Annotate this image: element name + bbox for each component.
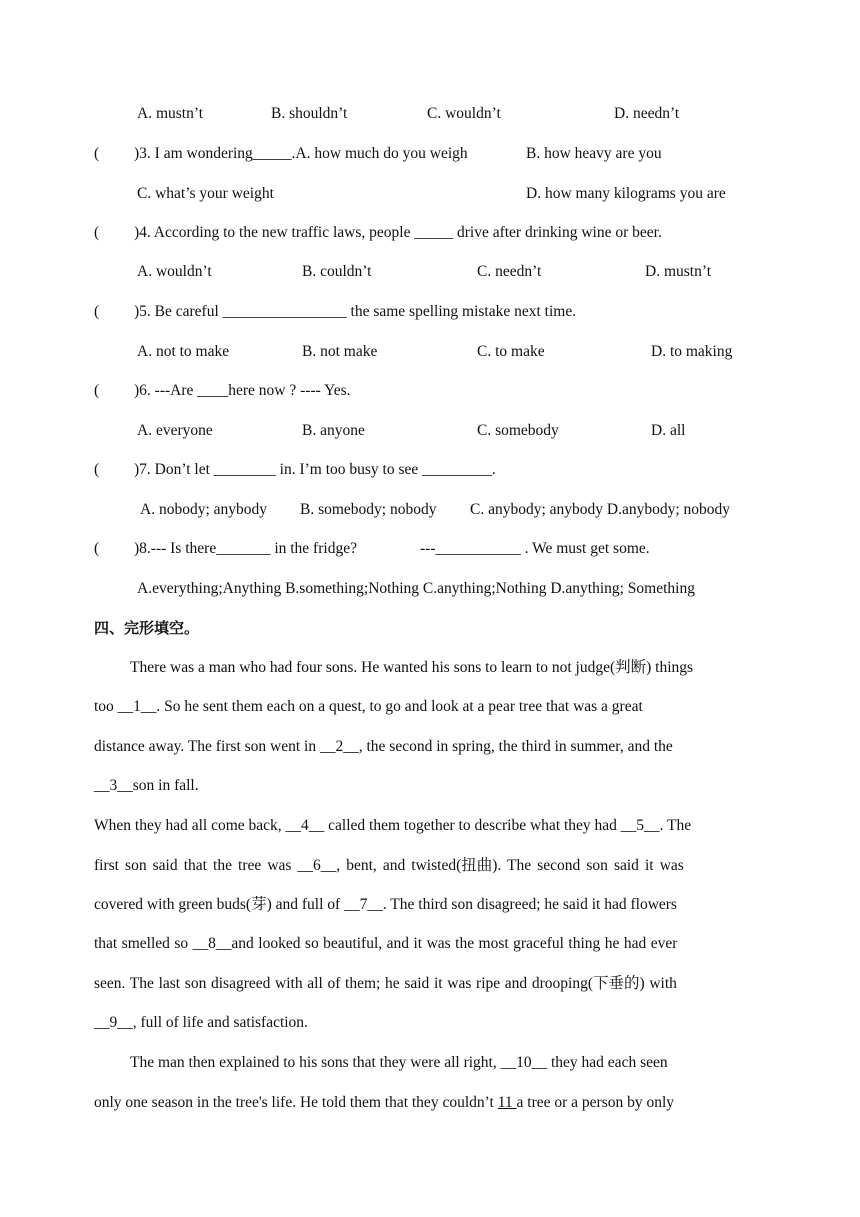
- section-heading-cloze: 四、完形填空。: [94, 619, 200, 637]
- q7-paren: (: [94, 461, 100, 478]
- q4-option-a: A. wouldn’t: [137, 263, 212, 280]
- q6-option-a: A. everyone: [137, 422, 213, 439]
- passage-line: The man then explained to his sons that they were all right, __10__ they had each seen: [130, 1054, 668, 1071]
- q2-option-d: D. needn’t: [614, 105, 680, 122]
- q3-option-d: D. how many kilograms you are: [526, 185, 726, 202]
- q7-option-cd: C. anybody; anybody D.anybody; nobody: [470, 501, 731, 518]
- q3-stem: )3. I am wondering_____.A. how much do you weigh: [134, 145, 468, 162]
- passage-line: covered with green buds(芽) and full of __7__. The third son disagreed; he said it had flowers: [94, 896, 677, 913]
- q8-options: A.everything;Anything B.something;Nothing C.anything;Nothing D.anything; Something: [137, 580, 695, 597]
- q4-option-c: C. needn’t: [477, 263, 542, 280]
- passage-line: too __1__. So he sent them each on a quest, to go and look at a pear tree that was a great: [94, 698, 643, 715]
- q6-option-b: B. anyone: [302, 422, 365, 439]
- passage-text: only one season in the tree's life. He told them that they couldn’t: [94, 1094, 498, 1111]
- q3-paren: (: [94, 145, 100, 162]
- q5-option-d: D. to making: [651, 343, 733, 360]
- q5-paren: (: [94, 303, 100, 320]
- q7-stem: )7. Don’t let ________ in. I’m too busy to see _________.: [134, 461, 496, 478]
- q8-stem: )8.--- Is there_______ in the fridge?: [134, 540, 357, 557]
- q5-stem: )5. Be careful ________________ the same spelling mistake next time.: [134, 303, 577, 320]
- q8-paren: (: [94, 540, 100, 557]
- q3-option-b: B. how heavy are you: [526, 145, 662, 162]
- q7-option-a: A. nobody; anybody: [140, 501, 268, 518]
- passage-line: __3__son in fall.: [94, 777, 199, 794]
- passage-line: There was a man who had four sons. He wanted his sons to learn to not judge(判断) things: [130, 659, 694, 676]
- q5-option-c: C. to make: [477, 343, 545, 360]
- passage-line: that smelled so __8__and looked so beautiful, and it was the most graceful thing he had ever: [94, 935, 678, 952]
- passage-line: __9__, full of life and satisfaction.: [94, 1014, 308, 1031]
- q3-option-c: C. what’s your weight: [137, 185, 274, 202]
- q6-option-d: D. all: [651, 422, 686, 439]
- q2-option-a: A. mustn’t: [137, 105, 204, 122]
- q4-option-d: D. mustn’t: [645, 263, 712, 280]
- q5-option-a: A. not to make: [137, 343, 230, 360]
- q8-stem-response: ---___________ . We must get some.: [420, 540, 650, 557]
- passage-line: seen. The last son disagreed with all of them; he said it was ripe and drooping(下垂的) with: [94, 975, 677, 992]
- q6-paren: (: [94, 382, 100, 399]
- passage-line-with-blank: [94, 1093, 674, 1113]
- q2-option-b: B. shouldn’t: [271, 105, 348, 122]
- q5-option-b: B. not make: [302, 343, 378, 360]
- q7-option-b: B. somebody; nobody: [300, 501, 437, 518]
- q4-stem: )4. According to the new traffic laws, people _____ drive after drinking wine or beer.: [134, 224, 662, 241]
- q6-stem: )6. ---Are ____here now ? ---- Yes.: [134, 382, 351, 399]
- blank-11: 11: [497, 1094, 517, 1111]
- passage-line: When they had all come back, __4__ called them together to describe what they had __5__. The: [94, 817, 692, 834]
- q2-option-c: C. wouldn’t: [427, 105, 501, 122]
- passage-line: distance away. The first son went in __2__, the second in spring, the third in summer, and the: [94, 738, 673, 755]
- passage-line: first son said that the tree was __6__, bent, and twisted(扭曲). The second son said it was: [94, 857, 684, 874]
- q4-paren: (: [94, 224, 100, 241]
- passage-text: a tree or a person by only: [516, 1094, 675, 1111]
- q6-option-c: C. somebody: [477, 422, 559, 439]
- q4-option-b: B. couldn’t: [302, 263, 372, 280]
